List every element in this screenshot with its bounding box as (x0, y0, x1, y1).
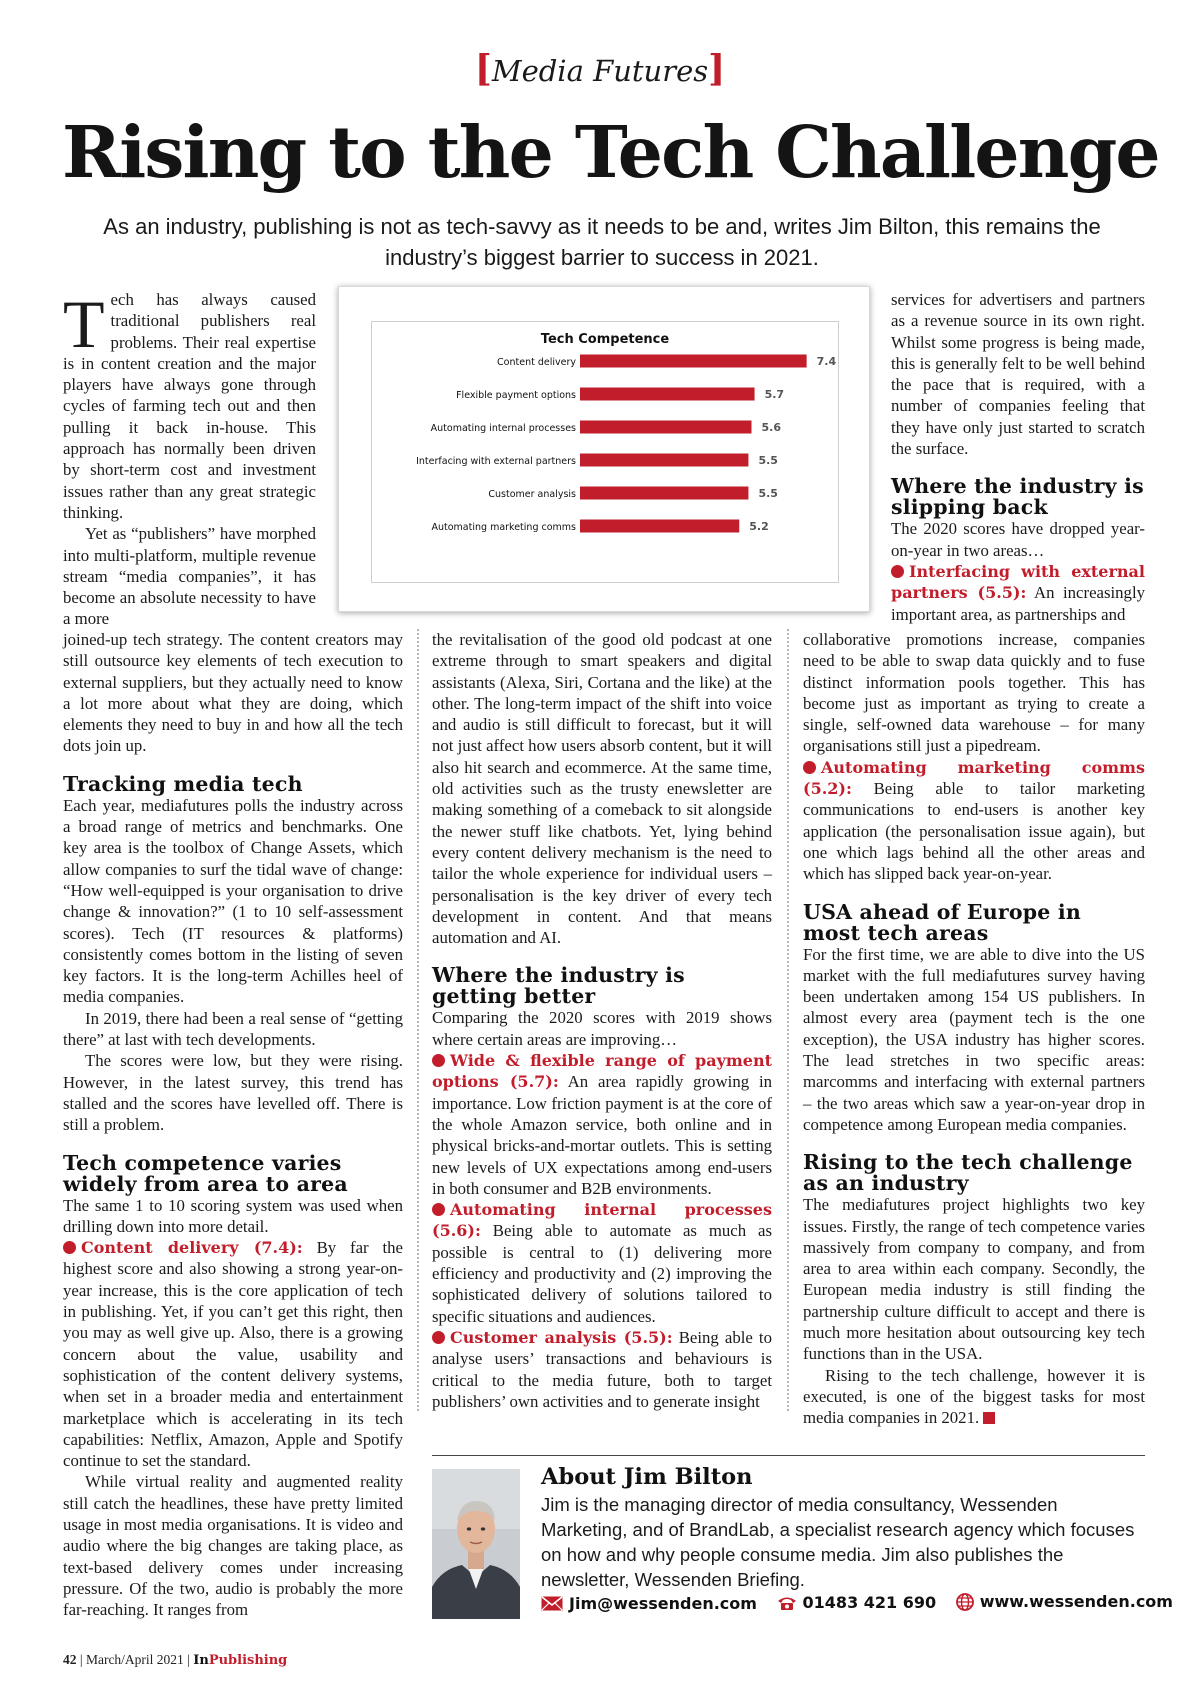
email-text[interactable]: Jim@wessenden.com (569, 1593, 757, 1613)
page-footer: 42 | March/April 2021 | InPublishing (63, 1652, 288, 1668)
paragraph: Content delivery (7.4): By far the highest score and also showing a strong year-on-year increase, this is the core application of tech in publishing. Yet, if you can’t get this right, then you may as well give up. Also, there is a growing concern about the value, usability and sophistication of the content delivery systems, when set in a broader media and entertainment marketplace which is accelerating in its tech capabilities: Netflix, Amazon, Apple and Spotify continue to set the standard. (63, 1238, 404, 1471)
email-icon (541, 1596, 563, 1611)
paragraph: While virtual reality and augmented reality still catch the headlines, these have pretty limited usage in most media organisations. It is video and audio where the big changes are taking place, as text-based delivery comes under increasing pressure. Of the two, audio is probably the more far-reaching. It ranges from (63, 1472, 403, 1620)
paragraph: The same 1 to 10 scoring system was used when drilling down into more detail. (63, 1195, 403, 1236)
category-label: Flexible payment options (456, 390, 576, 401)
about-divider (432, 1455, 1145, 1456)
value-label: 5.6 (761, 421, 781, 434)
category-label: Interfacing with external partners (416, 456, 576, 467)
column-divider (417, 629, 419, 1411)
category-label: Customer analysis (488, 489, 576, 500)
contact-bar (541, 1592, 1173, 1615)
paragraph: Customer analysis (5.5): Being able to analyse users’ transactions and behaviours is critical to the media future, both to target publishers’ own activities and to generate insight (432, 1327, 772, 1411)
paragraph: Tech has always caused traditional publishers real problems. Their real expertise is in content creation and the major players have always gone through cycles of farming tech out and then pulling it back in-house. This approach has normally been driven by short-term cost and investment issues rather than any great strategic thinking. (63, 286, 316, 522)
category-label: Automating marketing comms (431, 522, 576, 533)
bar (580, 454, 748, 467)
value-label: 5.2 (749, 520, 769, 533)
paragraph: collaborative promotions increase, companies need to be able to swap data quickly and to fuse distinct information pools together. This has become just as important as trying to create a single, self-owned data warehouse – for many organisations still just a pipedream. (803, 630, 1145, 756)
column-3-top (891, 289, 1145, 625)
bar (580, 355, 807, 368)
chart-title: Tech Competence (540, 332, 670, 347)
column-1-bottom (63, 629, 403, 1620)
section-tag: [Media Futures] (474, 48, 726, 90)
bullet-icon (891, 565, 904, 578)
paragraph: Rising to the tech challenge, however it is executed, is one of the biggest tasks for most media companies in 2021. (803, 1365, 1145, 1428)
paragraph: The 2020 scores have dropped year-on-year in two areas… (891, 519, 1145, 560)
bullet-icon (63, 1241, 76, 1254)
about-text: Jim is the managing director of media consultancy, Wessenden Marketing, and of BrandLab, a specialist research agency which focuses on how and why people consume media. Jim also publishes the newsletter, Wessenden Briefing. (541, 1494, 1135, 1590)
headline: Rising to the Tech Challenge (62, 110, 1159, 194)
column-1-top (63, 286, 316, 630)
contact-phone[interactable] (777, 1593, 937, 1612)
author-portrait-icon (432, 1469, 520, 1619)
subhead-slipping: Where the industry is slipping back (891, 474, 1144, 520)
category-label: Automating internal processes (430, 423, 576, 434)
bullet-icon (803, 761, 816, 774)
paragraph: For the first time, we are able to dive into the US market with the full mediafutures survey having been undertaken among 154 US publishers. In almost every area (payment tech is the one exception), the USA industry has higher scores. The lead stretches in two specific areas: marcomms and interfacing with external partners – the two areas which saw a year-on-year drop in competence among European media companies. (803, 944, 1145, 1134)
paragraph: The mediafutures project highlights two key issues. Firstly, the range of tech competence varies massively from company to company, and from area to area within each company. Secondly, the European media industry is still finding the partnership culture difficult to accept and there is much more hesitation about outsourcing key tech functions than in the USA. (803, 1195, 1145, 1364)
lead-in: Automating internal processes (5.6): (432, 1200, 772, 1241)
bullet-icon (432, 1054, 445, 1067)
paragraph: In 2019, there had been a real sense of “getting there” at last with tech developments. (63, 1008, 403, 1050)
subhead-varies: Tech competence varies widely from area to area (63, 1150, 348, 1196)
paragraph: joined-up tech strategy. The content creators may still outsource key elements of tech execution to external suppliers, but they actually need to know a lot more about what they are doing, which elements they need to buy in and how all the tech dots join up. (63, 630, 403, 756)
chart-plot-frame (371, 321, 839, 583)
paragraph: The scores were low, but they were rising. However, in the latest survey, this trend has stalled and the scores have levelled off. There is still a problem. (63, 1051, 403, 1135)
issue-date: March/April 2021 (85, 1652, 184, 1667)
subhead-tracking: Tracking media tech (63, 771, 303, 796)
chart-svg (372, 322, 838, 582)
paragraph: Each year, mediafutures polls the industry across a broad range of metrics and benchmarks. One key area is the toolbox of Change Assets, which allow companies to surf the tidal wave of change: “How well-equipped is your organisation to drive change & innovation?” (1 to 10 self-assessment scores). Tech (IT resources & platforms) consistently comes bottom in the listing of seven key factors. It is the long-term Achilles heel of media companies. (63, 795, 403, 1007)
end-mark-icon (983, 1412, 995, 1424)
paragraph: Automating marketing comms (5.2): Being able to tailor marketing communications to end-users is another key application (the personalisation issue again), but one which lags behind all the other areas and which has slipped back year-on-year. (803, 757, 1145, 884)
lead-in: Interfacing with external partners (5.5): (891, 561, 1145, 603)
bar (580, 421, 752, 434)
about-title: About Jim Bilton (541, 1464, 753, 1490)
contact-email[interactable] (541, 1594, 757, 1613)
phone-icon (777, 1595, 797, 1611)
bullet-icon (432, 1203, 445, 1216)
lead-in: Wide & flexible range of payment options (5.7): (432, 1051, 772, 1092)
subhead-better: Where the industry is getting better (432, 963, 685, 1009)
subhead-usa: USA ahead of Europe in most tech areas (803, 899, 1081, 945)
lead-in: Content delivery (7.4): (81, 1238, 303, 1258)
paragraph: Comparing the 2020 scores with 2019 shows where certain areas are improving… (432, 1008, 772, 1049)
paragraph: Yet as “publishers” have morphed into multi-platform, multiple revenue stream “media companies”, it has become an absolute necessity to have a more (63, 524, 316, 629)
lead-in: Customer analysis (5.5): (450, 1327, 673, 1347)
value-label: 5.5 (758, 487, 778, 500)
paragraph: Interfacing with external partners (5.5): An increasingly important area, as partnerships and (891, 561, 1145, 624)
lead-in: Automating marketing comms (5.2): (803, 757, 1145, 799)
page-number: 42 (63, 1652, 77, 1667)
bar (580, 388, 755, 401)
footer-brand: InPublishing (193, 1653, 288, 1668)
column-2 (432, 629, 772, 1412)
column-3-bottom (803, 629, 1145, 1429)
value-label: 5.5 (758, 454, 778, 467)
bar (580, 487, 748, 500)
column-divider (787, 629, 789, 1411)
paragraph: the revitalisation of the good old podcast at one extreme through to smart speakers and digital assistants (Alexa, Siri, Cortana and the like) at the other. The long-term impact of the shift into voice and audio is still difficult to forecast, but it will not just affect how users absorb content, but it will also hit search and ecommerce. At the same time, old activities such as the trusty enewsletter are making something of a comeback to sit alongside the newer stuff like chatbots. Yet, lying behind every content delivery mechanism is the need to tailor the whole experience for individual users – personalisation is the key driver of every tech development in content. And that means automation and AI. (432, 630, 772, 948)
website-text[interactable]: www.wessenden.com (979, 1592, 1173, 1611)
paragraph: services for advertisers and partners as a revenue source in its own right. Whilst some progress is being made, this is generally felt to be well behind the pace that is required, with a number of companies feeling that they have only just started to scratch the surface. (891, 290, 1145, 459)
tech-competence-chart (338, 286, 870, 612)
globe-icon (956, 1593, 974, 1611)
paragraph: Automating internal processes (5.6): Being able to automate as much as possible is central to (1) delivering more efficiency and productivity and (2) improving the sophisticated delivery of solutions tailored to specific situations and audiences. (432, 1200, 772, 1326)
section-label: Media Futures (491, 54, 709, 88)
author-photo (432, 1469, 520, 1619)
bullet-icon (432, 1331, 445, 1344)
category-label: Content delivery (497, 357, 576, 368)
bar (580, 520, 739, 533)
paragraph: Wide & flexible range of payment options (5.7): An area rapidly growing in importance. Low friction payment is at the core of the whole Amazon service, both online and in physical bricks-and-mortar outlets. This is setting new levels of UX expectations among end-users in both consumer and B2B environments. (432, 1051, 773, 1198)
value-label: 5.7 (764, 388, 785, 401)
standfirst: As an industry, publishing is not as tech-savvy as it needs to be and, writes Jim Bilton, this remains the industry’s biggest barrier to success in 2021. (103, 214, 1101, 270)
value-label: 7.4 (816, 355, 837, 368)
contact-website[interactable] (956, 1592, 1173, 1611)
subhead-rising: Rising to the tech challenge as an industry (803, 1150, 1133, 1196)
drop-cap: T (63, 286, 105, 362)
phone-text[interactable]: 01483 421 690 (802, 1593, 937, 1612)
